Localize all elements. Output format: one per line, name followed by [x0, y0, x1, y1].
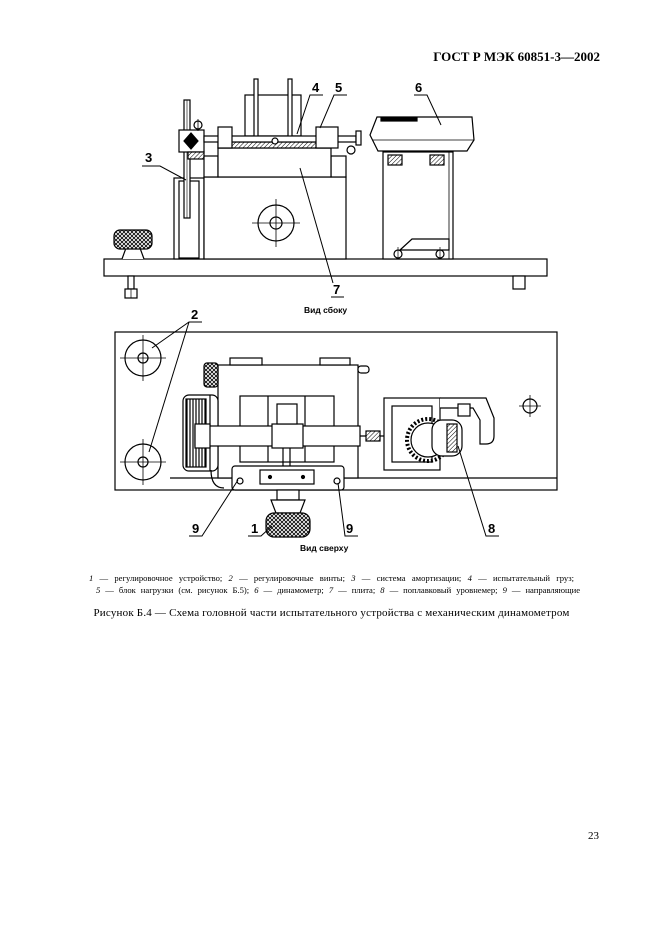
knob-shaft — [277, 490, 299, 500]
side-view-caption: Вид сбоку — [304, 305, 348, 315]
legend-text: — поплавковый уровнемер; — [389, 585, 498, 595]
legend-item-4 — [468, 573, 574, 583]
knob-knurled-head — [266, 513, 310, 537]
legend-text: — динамометр; — [263, 585, 324, 595]
adjusting-knob-top — [266, 490, 310, 537]
load-clamp-right — [316, 127, 338, 148]
top-view-caption: Вид сверху — [300, 543, 349, 553]
float-level-tube — [447, 424, 457, 452]
rod-thread — [366, 431, 380, 441]
standard-designation: ГОСТ Р МЭК 60851-3—2002 — [433, 49, 600, 64]
weight-rod-right — [288, 79, 292, 144]
callout-2: 2 — [191, 307, 199, 322]
legend-number: 7 — [328, 585, 334, 595]
damper-ledge — [188, 152, 204, 159]
guide-mark-right — [302, 476, 305, 479]
dynamometer-side — [370, 117, 474, 259]
legend-number: 1 — [89, 573, 94, 583]
plate-left-shoulder — [204, 156, 218, 177]
load-pivot — [272, 138, 278, 144]
damping-system — [174, 100, 204, 259]
plate-tab-left — [230, 358, 262, 365]
callout-1: 1 — [251, 521, 259, 536]
guide-hole-right — [334, 478, 340, 484]
callout-3: 3 — [145, 150, 153, 165]
knob-knurled-head — [114, 230, 152, 249]
knob-neck — [271, 500, 305, 513]
weight-rod-left — [254, 79, 258, 144]
load-hub — [272, 424, 303, 448]
plate-right-shoulder — [331, 156, 346, 177]
callout-6: 6 — [415, 80, 423, 95]
legend-item-9 — [503, 585, 581, 595]
dynamometer-mount-right — [430, 155, 444, 165]
legend-number: 8 — [380, 585, 385, 595]
side-view — [104, 79, 547, 298]
legend-item-1 — [89, 573, 222, 583]
dynamometer-head — [370, 117, 474, 151]
legend-item-2 — [229, 573, 345, 583]
legend-item-8 — [380, 585, 497, 595]
legend-line-1 — [89, 572, 574, 584]
weight-body — [245, 95, 301, 136]
bolt-shank — [128, 276, 134, 289]
leader-5 — [320, 95, 347, 128]
legend-number: 3 — [351, 573, 356, 583]
callout-8: 8 — [488, 521, 496, 536]
legend-text: — регулировочные винты; — [239, 573, 345, 583]
knob-neck — [122, 248, 144, 259]
test-weight-side — [245, 79, 301, 144]
callout-5: 5 — [335, 80, 343, 95]
figure-title: Рисунок Б.4 — Схема головной части испытательного устройства с механическим динамометром — [93, 607, 570, 619]
leveling-bolt — [125, 276, 137, 298]
dynamometer-scale-bar — [381, 118, 417, 121]
plate-tab-right — [320, 358, 350, 365]
test-weight-top — [277, 404, 297, 424]
guides-top — [232, 466, 344, 490]
support-foot — [513, 276, 525, 289]
legend-number: 9 — [502, 585, 507, 595]
legend-number: 4 — [467, 573, 472, 583]
callout-9-right: 9 — [346, 521, 354, 536]
legend-text: — система амортизации; — [361, 573, 462, 583]
legend-number: 6 — [254, 585, 259, 595]
dynamometer-mount-left — [388, 155, 402, 165]
legend-item-3 — [351, 573, 461, 583]
legend-text: — блок нагрузки (см. рисунок Б.5); — [105, 585, 250, 595]
legend-line-2 — [96, 584, 580, 596]
top-view — [115, 332, 557, 537]
figure-legend — [89, 572, 580, 596]
adjusting-knob-side — [114, 230, 152, 259]
legend-item-5 — [96, 585, 249, 595]
load-clamp-left — [218, 127, 232, 148]
legend-item-7 — [329, 585, 375, 595]
plate-side-pin — [358, 366, 369, 373]
base-plate — [104, 259, 547, 276]
legend-text: — регулировочное устройство; — [99, 573, 223, 583]
callout-9-left: 9 — [192, 521, 200, 536]
page-number: 23 — [588, 830, 599, 842]
legend-text: — плита; — [338, 585, 376, 595]
legend-number: 2 — [228, 573, 233, 583]
load-crossbar-end — [195, 424, 210, 448]
legend-number: 5 — [96, 585, 101, 595]
legend-item-6 — [254, 585, 324, 595]
legend-text: — испытательный груз; — [478, 573, 574, 583]
float-level-cap — [458, 404, 470, 416]
load-rod-end-bolt — [356, 131, 361, 145]
guide-mark-left — [269, 476, 272, 479]
callout-4: 4 — [312, 80, 320, 95]
legend-text: — направляющие — [511, 585, 581, 595]
load-side-stop — [347, 146, 355, 154]
load-block — [218, 148, 331, 177]
callout-7: 7 — [333, 282, 341, 297]
plate-knurled-grip — [204, 363, 218, 387]
